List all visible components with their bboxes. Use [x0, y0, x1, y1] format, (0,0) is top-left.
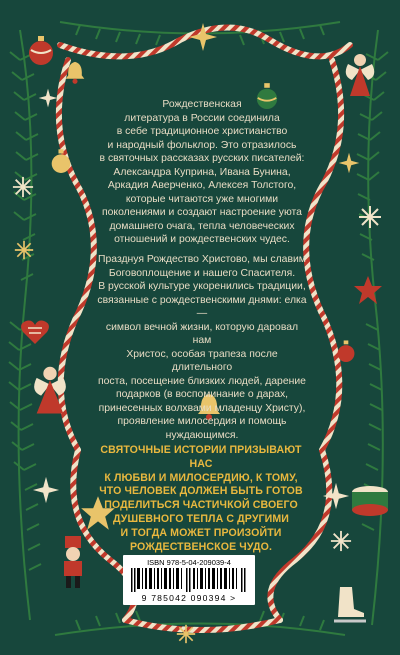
bauble-icon	[50, 148, 72, 176]
isbn-label: ISBN 978-5-04-209039-4	[147, 558, 231, 567]
drum-icon	[350, 484, 390, 518]
bauble-icon	[336, 340, 356, 364]
intro-paragraph: Рождественская литература в России соединила в себе традиционное христианство и народный фольклор. Это отразилось в святочных рассказах русских писателей: Александра Куприна, Ивана Бунина, Аркадия Аверченко, Алексея Толстого, которые читаются уже многими поколениями и создают настроение уюта домашнего очага, тепла человеческих отношений и рождественских чудес.	[99, 99, 305, 245]
fir-branch-icon	[357, 30, 388, 625]
angel-icon	[30, 362, 70, 416]
heart-icon	[20, 318, 50, 346]
barcode-bars	[131, 568, 247, 592]
bauble-icon	[28, 36, 54, 66]
skate-icon	[332, 585, 368, 625]
snowflake-icon	[358, 205, 382, 229]
highlight-paragraph: СВЯТОЧНЫЕ ИСТОРИИ ПРИЗЫВАЮТ НАС К ЛЮБВИ И МИЛОСЕРДИЮ, К ТОМУ, ЧТО ЧЕЛОВЕК ДОЛЖЕН БЫТЬ ГОТОВ ПОДЕЛИТЬСЯ ЧАСТИЧКОЙ СВОЕГО ДУШЕВНОГО ТЕПЛА С ДРУГИМИ И ТОГДА МОЖЕТ ПРОИЗОЙТИ РОЖДЕСТВЕНСКОЕ ЧУДО.	[99, 444, 303, 553]
star-icon	[353, 275, 383, 305]
star-icon	[32, 476, 60, 504]
star-icon	[38, 88, 58, 108]
star-icon	[322, 482, 350, 510]
isbn-barcode	[123, 555, 255, 605]
nutcracker-icon	[58, 536, 88, 588]
barcode-number: 9 785042 090394 >	[141, 593, 237, 603]
snowflake-icon	[12, 176, 34, 198]
bell-icon	[64, 60, 86, 84]
angel-icon	[342, 50, 378, 98]
star-icon	[338, 152, 360, 174]
star-icon	[188, 22, 218, 52]
traditions-paragraph: Празднуя Рождество Христово, мы славим Боговоплощение и нашего Спасителя. В русской культуре укоренились традиции, связанные с рождественскими днями: елка — символ вечной жизни, которую даровал нам Христос, особая трапеза после длительного поста, посещение близких людей, дарение подарков (в воспоминание о дарах, принесенных волхвами младенцу Христу), проявление милосердия и помощь нуждающимся.	[97, 254, 307, 441]
snowflake-icon	[14, 240, 34, 260]
snowflake-icon	[176, 624, 196, 644]
snowflake-icon	[330, 530, 352, 552]
